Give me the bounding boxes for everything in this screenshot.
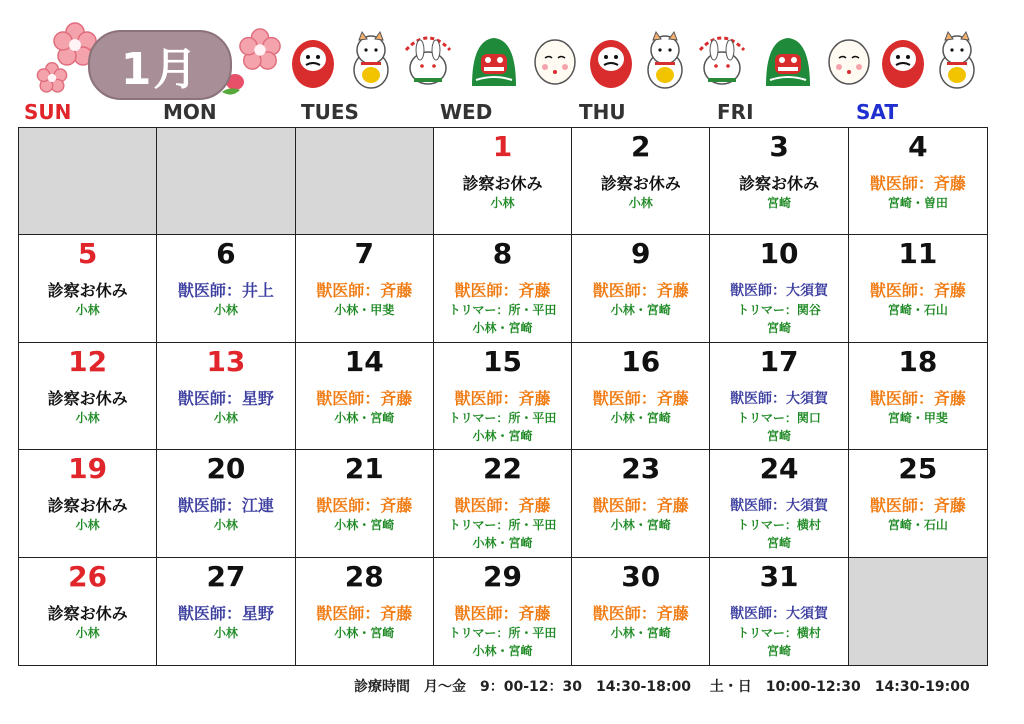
day-number: 4 xyxy=(908,130,928,163)
day-cell xyxy=(19,343,157,450)
day-number: 19 xyxy=(68,452,108,486)
closed-label: 診察お休み xyxy=(600,174,681,193)
day-cell xyxy=(434,343,572,450)
empty-day-cell xyxy=(296,128,434,235)
vet-label: 獣医師：斉藤 xyxy=(454,281,551,301)
shishimai-icon xyxy=(468,30,520,90)
day-cell xyxy=(572,343,710,450)
staff-names: 宮崎・曽田 xyxy=(887,196,948,210)
day-header-thu: THU xyxy=(579,100,626,124)
day-cell xyxy=(434,235,572,342)
day-number: 14 xyxy=(344,344,384,378)
vet-label: 獣医師：星野 xyxy=(177,388,274,408)
empty-day-cell xyxy=(19,128,157,235)
closed-label: 診察お休み xyxy=(47,603,128,623)
rabbit-icon xyxy=(694,30,750,90)
vet-label: 獣医師：斉藤 xyxy=(869,496,966,516)
day-schedule xyxy=(572,174,709,212)
day-cell xyxy=(296,558,434,665)
staff-names: 宮崎 xyxy=(767,643,792,658)
closed-label: 診察お休み xyxy=(47,388,128,408)
day-schedule xyxy=(296,604,433,642)
day-schedule xyxy=(434,174,571,212)
closed-label: 診察お休み xyxy=(739,174,820,193)
staff-names: 宮崎 xyxy=(767,428,792,443)
day-schedule xyxy=(434,281,571,337)
day-schedule xyxy=(849,496,987,534)
closed-label: 診察お休み xyxy=(47,496,128,516)
rabbit-icon xyxy=(400,30,456,90)
day-cell xyxy=(710,128,848,235)
day-cell xyxy=(19,235,157,342)
staff-names: 小林 xyxy=(75,410,100,425)
maneki-neko-icon xyxy=(348,30,394,90)
day-cell xyxy=(434,558,572,665)
shishimai-icon xyxy=(762,30,814,90)
day-schedule xyxy=(157,281,294,319)
vet-label: 獣医師：斉藤 xyxy=(316,496,413,516)
day-schedule xyxy=(19,389,156,427)
vet-label: 獣医師：斉藤 xyxy=(592,388,689,408)
day-number: 13 xyxy=(206,344,246,378)
staff-names: 小林・宮崎 xyxy=(610,625,671,640)
okame-icon xyxy=(532,30,578,90)
day-cell xyxy=(710,235,848,342)
day-cell xyxy=(849,235,987,342)
day-cell xyxy=(710,450,848,557)
day-schedule xyxy=(710,604,847,660)
staff-names: 小林 xyxy=(213,518,238,533)
staff-names: 宮崎・石山 xyxy=(887,303,948,318)
day-number: 10 xyxy=(759,237,799,271)
staff-names: トリマー：所・平田 xyxy=(448,410,557,425)
staff-names: 宮崎 xyxy=(767,196,792,210)
calendar-grid xyxy=(18,127,988,666)
day-number: 20 xyxy=(206,452,246,486)
staff-names: 小林・宮崎 xyxy=(334,410,395,425)
daruma-icon xyxy=(588,30,634,90)
plum-flower-icon xyxy=(36,62,68,94)
day-header-mon: MON xyxy=(163,100,217,124)
vet-label: 獣医師：江連 xyxy=(177,496,274,516)
vet-label: 獣医師：斉藤 xyxy=(316,281,413,301)
day-cell xyxy=(572,128,710,235)
staff-names: 小林・宮崎 xyxy=(472,643,533,658)
clinic-hours: 診療時間 月～金 9：00-12：30 14:30-18:00 土・日 10:00-12:30 14:30-19:00 xyxy=(354,679,970,695)
day-schedule xyxy=(572,496,709,534)
closed-label: 診察お休み xyxy=(47,281,128,301)
day-schedule xyxy=(296,281,433,319)
vet-label: 獣医師：斉藤 xyxy=(454,388,551,408)
daruma-icon xyxy=(290,30,336,90)
staff-names: 小林 xyxy=(75,518,100,533)
staff-names: 小林 xyxy=(75,303,100,318)
vet-label: 獣医師：斉藤 xyxy=(592,496,689,516)
staff-names: 小林・宮崎 xyxy=(334,625,395,640)
day-number: 24 xyxy=(759,452,799,486)
staff-names: トリマー：所・平田 xyxy=(448,518,557,533)
day-cell xyxy=(19,558,157,665)
vet-label: 獣医師：斉藤 xyxy=(869,174,966,193)
day-schedule xyxy=(710,389,847,445)
day-number: 17 xyxy=(759,344,799,378)
day-cell xyxy=(572,235,710,342)
staff-names: 小林・宮崎 xyxy=(472,536,533,551)
day-schedule xyxy=(572,281,709,319)
day-number: 12 xyxy=(68,344,108,378)
day-number: 26 xyxy=(68,559,108,593)
day-cell xyxy=(157,450,295,557)
day-header-tues: TUES xyxy=(301,100,359,124)
staff-names: トリマー：関谷 xyxy=(737,303,821,318)
empty-day-cell xyxy=(157,128,295,235)
day-number: 22 xyxy=(483,452,522,486)
day-number: 31 xyxy=(759,559,799,593)
day-number: 21 xyxy=(344,452,384,486)
day-cell xyxy=(157,235,295,342)
staff-names: 小林・宮崎 xyxy=(610,303,671,318)
day-schedule xyxy=(19,496,156,534)
day-cell xyxy=(296,343,434,450)
maneki-neko-icon xyxy=(642,30,688,90)
vet-label: 獣医師：大須賀 xyxy=(730,390,829,407)
day-header-sat: SAT xyxy=(856,100,898,124)
day-schedule xyxy=(710,174,847,212)
day-schedule xyxy=(434,604,571,660)
day-number: 15 xyxy=(483,344,522,378)
staff-names: 宮崎 xyxy=(767,536,792,551)
day-schedule xyxy=(572,389,709,427)
staff-names: 小林 xyxy=(490,196,515,210)
day-cell xyxy=(434,450,572,557)
day-schedule xyxy=(296,496,433,534)
vet-label: 獣医師：斉藤 xyxy=(316,603,413,623)
day-cell xyxy=(710,343,848,450)
day-number: 16 xyxy=(621,344,661,378)
staff-names: 小林・宮崎 xyxy=(610,518,671,533)
staff-names: トリマー：所・平田 xyxy=(448,303,557,318)
day-number: 11 xyxy=(898,237,938,271)
staff-names: 小林・宮崎 xyxy=(472,428,533,443)
day-schedule xyxy=(157,604,294,642)
day-cell xyxy=(849,450,987,557)
vet-label: 獣医師：斉藤 xyxy=(592,281,689,301)
vet-label: 獣医師：井上 xyxy=(177,281,274,301)
day-number: 1 xyxy=(492,130,513,163)
vet-label: 獣医師：斉藤 xyxy=(869,388,966,408)
staff-names: トリマー：横村 xyxy=(737,625,821,640)
staff-names: 小林・宮崎 xyxy=(334,518,395,533)
staff-names: 小林 xyxy=(213,410,238,425)
day-cell xyxy=(572,450,710,557)
day-number: 6 xyxy=(216,237,236,271)
day-cell xyxy=(849,343,987,450)
staff-names: トリマー：関口 xyxy=(737,410,821,425)
vet-label: 獣医師：大須賀 xyxy=(730,605,829,622)
day-header-wed: WED xyxy=(440,100,493,124)
vet-label: 獣医師：斉藤 xyxy=(316,388,413,408)
day-number: 25 xyxy=(898,452,938,486)
day-cell xyxy=(157,558,295,665)
day-schedule xyxy=(434,389,571,445)
day-header-fri: FRI xyxy=(717,100,754,124)
staff-names: トリマー：横村 xyxy=(737,518,821,533)
day-schedule xyxy=(296,389,433,427)
plum-flower-icon xyxy=(238,28,282,72)
day-schedule xyxy=(849,281,987,319)
day-schedule xyxy=(157,389,294,427)
vet-label: 獣医師：斉藤 xyxy=(592,603,689,623)
day-schedule xyxy=(572,604,709,642)
empty-day-cell xyxy=(849,558,987,665)
vet-label: 獣医師：斉藤 xyxy=(869,281,966,301)
staff-names: 宮崎・甲斐 xyxy=(887,410,948,425)
closed-label: 診察お休み xyxy=(462,174,543,193)
vet-label: 獣医師：大須賀 xyxy=(730,498,829,515)
day-schedule xyxy=(849,174,987,212)
staff-names: 小林 xyxy=(75,625,100,640)
okame-icon xyxy=(826,30,872,90)
vet-label: 獣医師：斉藤 xyxy=(454,603,551,623)
day-schedule xyxy=(157,496,294,534)
staff-names: 小林 xyxy=(213,625,238,640)
day-cell xyxy=(157,343,295,450)
staff-names: 宮崎・石山 xyxy=(887,518,948,533)
day-number: 9 xyxy=(631,237,651,271)
staff-names: 小林・宮崎 xyxy=(610,410,671,425)
month-badge: 1月 xyxy=(88,30,232,100)
day-number: 27 xyxy=(206,559,246,593)
day-number: 28 xyxy=(344,559,384,593)
day-cell xyxy=(19,450,157,557)
staff-names: 小林・宮崎 xyxy=(472,321,533,336)
staff-names: 小林 xyxy=(628,196,653,210)
day-number: 8 xyxy=(492,237,513,271)
day-number: 30 xyxy=(621,559,661,593)
maneki-neko-icon xyxy=(934,30,980,90)
day-number: 23 xyxy=(621,452,661,486)
daruma-icon xyxy=(880,30,926,90)
day-schedule xyxy=(710,281,847,337)
day-schedule xyxy=(434,496,571,552)
day-number: 3 xyxy=(769,130,789,163)
staff-names: 小林 xyxy=(213,303,238,318)
day-number: 5 xyxy=(77,237,98,271)
calendar-header xyxy=(0,0,1024,128)
day-cell xyxy=(572,558,710,665)
day-schedule xyxy=(710,496,847,552)
vet-label: 獣医師：斉藤 xyxy=(454,496,551,516)
day-number: 7 xyxy=(354,237,374,271)
new-year-icon-row xyxy=(290,30,990,96)
day-cell xyxy=(434,128,572,235)
day-header-sun: SUN xyxy=(24,100,72,124)
day-schedule xyxy=(849,389,987,427)
day-cell xyxy=(710,558,848,665)
day-schedule xyxy=(19,281,156,319)
staff-names: 宮崎 xyxy=(767,321,792,336)
day-number: 2 xyxy=(631,130,651,163)
day-number: 18 xyxy=(898,344,938,378)
day-cell xyxy=(296,450,434,557)
vet-label: 獣医師：大須賀 xyxy=(730,283,829,300)
day-cell xyxy=(849,128,987,235)
vet-label: 獣医師：星野 xyxy=(177,603,274,623)
day-number: 29 xyxy=(483,559,522,593)
day-cell xyxy=(296,235,434,342)
staff-names: 小林・甲斐 xyxy=(334,303,395,318)
day-schedule xyxy=(19,604,156,642)
staff-names: トリマー：所・平田 xyxy=(448,625,557,640)
